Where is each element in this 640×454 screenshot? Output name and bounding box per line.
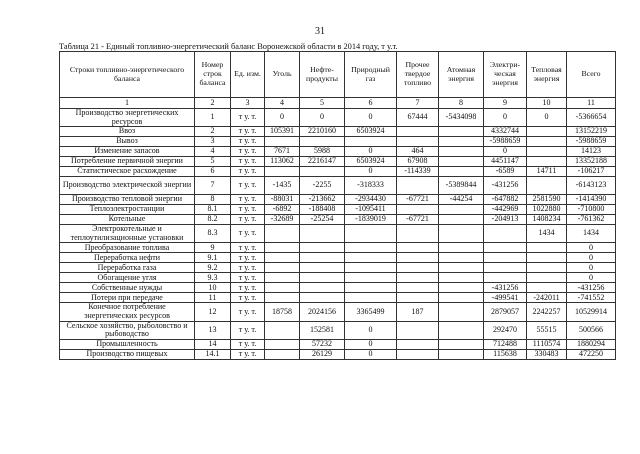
table-cell bbox=[439, 167, 484, 177]
table-cell bbox=[397, 243, 439, 253]
table-cell: 14711 bbox=[527, 167, 567, 177]
table-cell: 330483 bbox=[527, 349, 567, 359]
table-cell: 2879057 bbox=[484, 303, 527, 321]
table-row bbox=[60, 137, 616, 147]
table-row bbox=[60, 167, 616, 177]
column-number: 2 bbox=[195, 98, 231, 109]
table-cell: -32689 bbox=[265, 215, 300, 225]
table-cell: -6143123 bbox=[567, 177, 616, 195]
table-cell bbox=[439, 225, 484, 243]
table-cell: -1435 bbox=[265, 177, 300, 195]
table-cell: 3365499 bbox=[345, 303, 397, 321]
table-row bbox=[60, 283, 616, 293]
row-label: Собственные нужды bbox=[60, 283, 195, 293]
table-cell bbox=[439, 215, 484, 225]
row-label: Потери при передаче bbox=[60, 293, 195, 303]
table-cell: 26129 bbox=[300, 349, 345, 359]
table-cell: 6503924 bbox=[345, 157, 397, 167]
table-cell bbox=[265, 283, 300, 293]
column-header: Номер строк баланса bbox=[195, 52, 231, 98]
table-cell bbox=[265, 243, 300, 253]
table-cell bbox=[345, 137, 397, 147]
table-cell bbox=[484, 273, 527, 283]
table-cell bbox=[439, 321, 484, 339]
table-cell bbox=[397, 205, 439, 215]
table-row bbox=[60, 321, 616, 339]
table-cell bbox=[439, 137, 484, 147]
table-cell: т у. т. bbox=[231, 109, 265, 127]
row-label: Ввоз bbox=[60, 127, 195, 137]
table-cell bbox=[527, 283, 567, 293]
table-cell bbox=[397, 273, 439, 283]
table-cell bbox=[439, 349, 484, 359]
row-label: Потребление первичной энергии bbox=[60, 157, 195, 167]
table-cell: -5389844 bbox=[439, 177, 484, 195]
table-cell: 500566 bbox=[567, 321, 616, 339]
table-cell bbox=[265, 273, 300, 283]
table-cell bbox=[265, 349, 300, 359]
table-cell: -5366654 bbox=[567, 109, 616, 127]
table-cell: т у. т. bbox=[231, 253, 265, 263]
table-cell: 292470 bbox=[484, 321, 527, 339]
table-cell bbox=[527, 127, 567, 137]
table-cell: -6892 bbox=[265, 205, 300, 215]
table-cell: т у. т. bbox=[231, 303, 265, 321]
table-cell: т у. т. bbox=[231, 195, 265, 205]
table-cell bbox=[265, 293, 300, 303]
row-label: Вывоз bbox=[60, 137, 195, 147]
table-cell bbox=[439, 293, 484, 303]
table-cell bbox=[527, 157, 567, 167]
table-cell bbox=[397, 177, 439, 195]
table-cell: 1110574 bbox=[527, 339, 567, 349]
table-caption: Таблица 21 - Единый топливно-энергетический баланс Воронежской области в 2014 году, т у.т. bbox=[59, 42, 398, 51]
table-body bbox=[60, 98, 616, 360]
table-cell: 9 bbox=[195, 243, 231, 253]
table-cell: 1434 bbox=[567, 225, 616, 243]
table-cell: 12 bbox=[195, 303, 231, 321]
table-cell: 0 bbox=[345, 321, 397, 339]
table-cell: -6589 bbox=[484, 167, 527, 177]
table-cell: т у. т. bbox=[231, 205, 265, 215]
table-cell: 464 bbox=[397, 147, 439, 157]
table-cell bbox=[300, 293, 345, 303]
column-header: Прочее твердое топливо bbox=[397, 52, 439, 98]
table-cell: 67908 bbox=[397, 157, 439, 167]
table-row bbox=[60, 109, 616, 127]
table-cell bbox=[300, 283, 345, 293]
table-cell bbox=[397, 127, 439, 137]
column-header: Нефте-продукты bbox=[300, 52, 345, 98]
table-cell bbox=[439, 263, 484, 273]
column-header: Электри-ческая энергия bbox=[484, 52, 527, 98]
table-row bbox=[60, 303, 616, 321]
row-label: Теплоэлектростанции bbox=[60, 205, 195, 215]
table-cell: 0 bbox=[484, 109, 527, 127]
table-cell: 0 bbox=[265, 109, 300, 127]
table-cell bbox=[265, 253, 300, 263]
table-row bbox=[60, 273, 616, 283]
table-cell bbox=[397, 137, 439, 147]
table-cell bbox=[397, 225, 439, 243]
table-cell: 0 bbox=[567, 263, 616, 273]
table-cell: 0 bbox=[300, 109, 345, 127]
table-cell: 2024156 bbox=[300, 303, 345, 321]
table-cell: 13 bbox=[195, 321, 231, 339]
table-cell bbox=[345, 273, 397, 283]
table-cell: -88031 bbox=[265, 195, 300, 205]
row-label: Производство тепловой энергии bbox=[60, 195, 195, 205]
table-cell bbox=[527, 137, 567, 147]
table-cell bbox=[345, 263, 397, 273]
table-cell: 1880294 bbox=[567, 339, 616, 349]
table-cell: т у. т. bbox=[231, 349, 265, 359]
table-cell: 13352188 bbox=[567, 157, 616, 167]
table-cell: 5988 bbox=[300, 147, 345, 157]
table-cell bbox=[397, 339, 439, 349]
table-cell: -647882 bbox=[484, 195, 527, 205]
table-cell: 57232 bbox=[300, 339, 345, 349]
table-cell: 67444 bbox=[397, 109, 439, 127]
table-cell bbox=[484, 225, 527, 243]
table-cell bbox=[265, 263, 300, 273]
table-cell: 0 bbox=[527, 109, 567, 127]
table-cell: 10 bbox=[195, 283, 231, 293]
table-cell bbox=[397, 253, 439, 263]
column-number: 11 bbox=[567, 98, 616, 109]
table-cell bbox=[265, 321, 300, 339]
column-header: Ед. изм. bbox=[231, 52, 265, 98]
column-header: Всего bbox=[567, 52, 616, 98]
table-row bbox=[60, 349, 616, 359]
column-header: Тепловая энергия bbox=[527, 52, 567, 98]
table-cell: -67721 bbox=[397, 215, 439, 225]
table-cell: 0 bbox=[345, 349, 397, 359]
table-row bbox=[60, 253, 616, 263]
table-cell: 8.3 bbox=[195, 225, 231, 243]
table-row bbox=[60, 127, 616, 137]
table-cell: -204913 bbox=[484, 215, 527, 225]
column-number-row bbox=[60, 98, 616, 109]
table-cell: 2210160 bbox=[300, 127, 345, 137]
table-cell bbox=[527, 273, 567, 283]
column-number: 4 bbox=[265, 98, 300, 109]
table-cell: 712488 bbox=[484, 339, 527, 349]
column-header: Уголь bbox=[265, 52, 300, 98]
table-cell: -5434098 bbox=[439, 109, 484, 127]
row-label: Преобразование топлива bbox=[60, 243, 195, 253]
table-cell: 9.3 bbox=[195, 273, 231, 283]
row-label: Статистическое расхождение bbox=[60, 167, 195, 177]
table-cell bbox=[300, 263, 345, 273]
table-row bbox=[60, 339, 616, 349]
table-cell: 0 bbox=[567, 273, 616, 283]
table-cell bbox=[300, 137, 345, 147]
table-cell: 2216147 bbox=[300, 157, 345, 167]
row-label: Производство пищевых bbox=[60, 349, 195, 359]
table-cell: -442969 bbox=[484, 205, 527, 215]
table-cell: 13152219 bbox=[567, 127, 616, 137]
table-cell bbox=[300, 243, 345, 253]
table-cell: т у. т. bbox=[231, 263, 265, 273]
table-cell: 2581590 bbox=[527, 195, 567, 205]
table-cell bbox=[527, 263, 567, 273]
column-number: 8 bbox=[439, 98, 484, 109]
table-cell: 9.1 bbox=[195, 253, 231, 263]
table-cell bbox=[439, 253, 484, 263]
table-cell: т у. т. bbox=[231, 137, 265, 147]
table-cell: 0 bbox=[345, 167, 397, 177]
table-cell bbox=[265, 339, 300, 349]
table-cell: 4451147 bbox=[484, 157, 527, 167]
row-label: Переработка нефти bbox=[60, 253, 195, 263]
row-label: Изменение запасов bbox=[60, 147, 195, 157]
column-number: 9 bbox=[484, 98, 527, 109]
column-number: 6 bbox=[345, 98, 397, 109]
table-cell: -2255 bbox=[300, 177, 345, 195]
table-cell: 472250 bbox=[567, 349, 616, 359]
table-cell: -318333 bbox=[345, 177, 397, 195]
table-cell bbox=[300, 273, 345, 283]
table-cell: -242011 bbox=[527, 293, 567, 303]
table-cell bbox=[265, 137, 300, 147]
table-cell: 10529914 bbox=[567, 303, 616, 321]
row-label: Конечное потребление энергетических ресурсов bbox=[60, 303, 195, 321]
table-cell bbox=[265, 167, 300, 177]
column-number: 3 bbox=[231, 98, 265, 109]
table-cell bbox=[397, 349, 439, 359]
table-cell: 18758 bbox=[265, 303, 300, 321]
energy-balance-table bbox=[59, 51, 616, 360]
table-cell: 4 bbox=[195, 147, 231, 157]
table-cell bbox=[439, 147, 484, 157]
table-cell: 4332744 bbox=[484, 127, 527, 137]
table-cell: 1408234 bbox=[527, 215, 567, 225]
table-cell: -499541 bbox=[484, 293, 527, 303]
table-cell: 8.2 bbox=[195, 215, 231, 225]
column-number: 7 bbox=[397, 98, 439, 109]
table-cell bbox=[300, 253, 345, 263]
table-cell: 1 bbox=[195, 109, 231, 127]
table-cell: т у. т. bbox=[231, 157, 265, 167]
table-cell: 3 bbox=[195, 137, 231, 147]
column-number: 1 bbox=[60, 98, 195, 109]
table-cell: -1095411 bbox=[345, 205, 397, 215]
table-cell: т у. т. bbox=[231, 127, 265, 137]
table-cell bbox=[439, 339, 484, 349]
table-cell bbox=[397, 283, 439, 293]
table-cell bbox=[484, 253, 527, 263]
table-cell: -25254 bbox=[300, 215, 345, 225]
table-cell: 0 bbox=[484, 147, 527, 157]
table-cell: т у. т. bbox=[231, 243, 265, 253]
table-cell: 0 bbox=[345, 109, 397, 127]
table-cell: 14.1 bbox=[195, 349, 231, 359]
table-cell: 14123 bbox=[567, 147, 616, 157]
table-cell bbox=[397, 263, 439, 273]
table-cell: 105391 bbox=[265, 127, 300, 137]
table-cell: -188408 bbox=[300, 205, 345, 215]
table-cell: 7 bbox=[195, 177, 231, 195]
table-cell: -5988659 bbox=[484, 137, 527, 147]
table-cell: 0 bbox=[567, 243, 616, 253]
table-cell: 6503924 bbox=[345, 127, 397, 137]
header-row bbox=[60, 52, 616, 98]
table-cell bbox=[527, 253, 567, 263]
column-header: Природный газ bbox=[345, 52, 397, 98]
table-cell: -44254 bbox=[439, 195, 484, 205]
table-row bbox=[60, 157, 616, 167]
table-cell: 1434 bbox=[527, 225, 567, 243]
table-cell: 1022880 bbox=[527, 205, 567, 215]
table-cell bbox=[527, 243, 567, 253]
table-cell: 8 bbox=[195, 195, 231, 205]
table-cell bbox=[439, 303, 484, 321]
table-row bbox=[60, 243, 616, 253]
row-label: Промышленность bbox=[60, 339, 195, 349]
table-cell bbox=[265, 225, 300, 243]
table-cell bbox=[345, 293, 397, 303]
row-label: Котельные bbox=[60, 215, 195, 225]
table-cell bbox=[300, 225, 345, 243]
table-cell bbox=[439, 283, 484, 293]
table-cell: т у. т. bbox=[231, 215, 265, 225]
row-label: Обогащение угля bbox=[60, 273, 195, 283]
table-row bbox=[60, 215, 616, 225]
table-cell bbox=[345, 253, 397, 263]
table-cell: т у. т. bbox=[231, 283, 265, 293]
table-cell: -431256 bbox=[567, 283, 616, 293]
table-row bbox=[60, 177, 616, 195]
table-cell: 0 bbox=[345, 147, 397, 157]
row-label: Сельское хозяйство, рыболовство и рыбоводство bbox=[60, 321, 195, 339]
table-cell: -2934430 bbox=[345, 195, 397, 205]
table-cell: т у. т. bbox=[231, 293, 265, 303]
table-row bbox=[60, 205, 616, 215]
table-cell: т у. т. bbox=[231, 273, 265, 283]
table-cell: 8.1 bbox=[195, 205, 231, 215]
table-cell: 113062 bbox=[265, 157, 300, 167]
table-cell: -67721 bbox=[397, 195, 439, 205]
table-cell: т у. т. bbox=[231, 177, 265, 195]
table-cell: 6 bbox=[195, 167, 231, 177]
column-header: Атомная энергия bbox=[439, 52, 484, 98]
column-number: 5 bbox=[300, 98, 345, 109]
table-cell bbox=[397, 321, 439, 339]
table-cell: 115638 bbox=[484, 349, 527, 359]
row-label: Переработка газа bbox=[60, 263, 195, 273]
table-cell bbox=[345, 243, 397, 253]
table-cell bbox=[484, 243, 527, 253]
table-cell: -1414390 bbox=[567, 195, 616, 205]
table-row bbox=[60, 195, 616, 205]
table-cell: 187 bbox=[397, 303, 439, 321]
table-cell: -213662 bbox=[300, 195, 345, 205]
table-cell bbox=[439, 273, 484, 283]
table-cell: -431256 bbox=[484, 283, 527, 293]
table-row bbox=[60, 225, 616, 243]
table-cell: -106217 bbox=[567, 167, 616, 177]
table-cell bbox=[300, 167, 345, 177]
table-cell: 0 bbox=[567, 253, 616, 263]
row-label: Электрокотельные и теплоутилизационные установки bbox=[60, 225, 195, 243]
table-cell bbox=[439, 243, 484, 253]
table-cell: -5988659 bbox=[567, 137, 616, 147]
table-cell bbox=[484, 263, 527, 273]
table-cell: 0 bbox=[345, 339, 397, 349]
table-cell: т у. т. bbox=[231, 339, 265, 349]
column-number: 10 bbox=[527, 98, 567, 109]
table-cell: -431256 bbox=[484, 177, 527, 195]
table-cell bbox=[527, 147, 567, 157]
table-cell bbox=[439, 127, 484, 137]
table-cell: т у. т. bbox=[231, 321, 265, 339]
table-cell: т у. т. bbox=[231, 225, 265, 243]
table-cell: -761362 bbox=[567, 215, 616, 225]
table-cell bbox=[345, 225, 397, 243]
row-label: Производство электрической энергии bbox=[60, 177, 195, 195]
table-cell: т у. т. bbox=[231, 147, 265, 157]
table-cell bbox=[397, 293, 439, 303]
table-row bbox=[60, 263, 616, 273]
table-cell: 11 bbox=[195, 293, 231, 303]
table-cell: -710800 bbox=[567, 205, 616, 215]
table-row bbox=[60, 147, 616, 157]
table-cell bbox=[439, 157, 484, 167]
table-cell bbox=[527, 177, 567, 195]
table-cell: 55515 bbox=[527, 321, 567, 339]
table-cell: 2242257 bbox=[527, 303, 567, 321]
column-header: Строки топливно-энергетического баланса bbox=[60, 52, 195, 98]
table-cell: т у. т. bbox=[231, 167, 265, 177]
table-cell: 2 bbox=[195, 127, 231, 137]
row-label: Производство энергетических ресурсов bbox=[60, 109, 195, 127]
table-cell: 152581 bbox=[300, 321, 345, 339]
table-cell: -1839019 bbox=[345, 215, 397, 225]
table-cell: 9.2 bbox=[195, 263, 231, 273]
table-cell: 14 bbox=[195, 339, 231, 349]
table-cell: 5 bbox=[195, 157, 231, 167]
table-cell: -741552 bbox=[567, 293, 616, 303]
table-cell bbox=[345, 283, 397, 293]
page-number: 31 bbox=[315, 26, 325, 37]
table-cell: 7671 bbox=[265, 147, 300, 157]
table-cell bbox=[439, 205, 484, 215]
table-row bbox=[60, 293, 616, 303]
table-cell: -114339 bbox=[397, 167, 439, 177]
